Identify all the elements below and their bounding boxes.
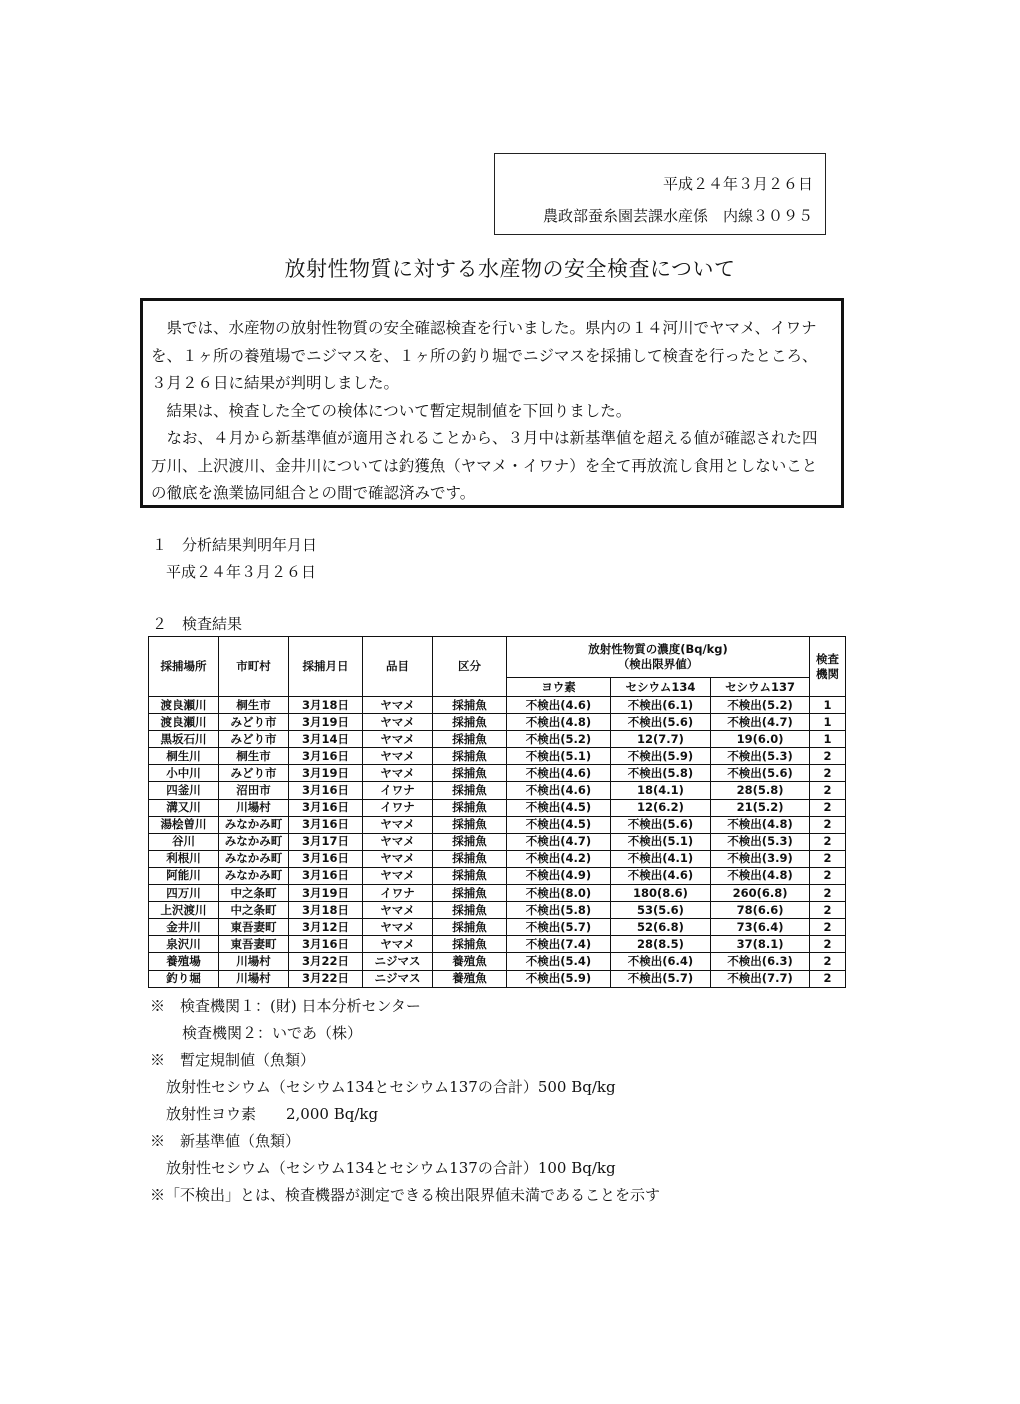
section1-heading: １ 分析結果判明年月日 <box>152 536 318 554</box>
table-row <box>149 799 846 816</box>
table-row <box>149 885 846 902</box>
cell-city: 東吾妻町 <box>219 936 289 953</box>
cell-item: ヤマメ <box>363 731 433 748</box>
cell-city: みどり市 <box>219 714 289 731</box>
cell-date: 3月12日 <box>289 919 363 936</box>
cell-agency: 2 <box>810 765 846 782</box>
cell-agency: 2 <box>810 936 846 953</box>
notice-paragraph-2: 結果は、検査した全ての検体について暫定規制値を下回りました。 <box>151 401 632 420</box>
cell-iodine: 不検出(5.2) <box>507 731 611 748</box>
cell-date: 3月22日 <box>289 970 363 987</box>
cell-item: イワナ <box>363 799 433 816</box>
cell-agency: 2 <box>810 850 846 867</box>
cell-item: ヤマメ <box>363 714 433 731</box>
cell-place: 黒坂石川 <box>149 731 219 748</box>
cell-item: ヤマメ <box>363 850 433 867</box>
header-cs134: セシウム134 <box>611 678 711 697</box>
cell-agency: 2 <box>810 833 846 850</box>
header-city: 市町村 <box>219 637 289 697</box>
header-item: 品目 <box>363 637 433 697</box>
header-concentration <box>507 637 810 678</box>
section2-heading: ２ 検査結果 <box>152 615 243 633</box>
cell-place: 四万川 <box>149 885 219 902</box>
cell-category: 採捕魚 <box>433 748 507 765</box>
cell-cs137: 21(5.2) <box>711 799 810 816</box>
note-agency-1: ※ 検査機関１：(財) 日本分析センター <box>150 997 421 1015</box>
table-row <box>149 919 846 936</box>
cell-cs134: 18(4.1) <box>611 782 711 799</box>
cell-date: 3月16日 <box>289 816 363 833</box>
cell-cs137: 不検出(5.3) <box>711 833 810 850</box>
notice-paragraph-1: 県では、水産物の放射性物質の安全確認検査を行いました。県内の１４河川でヤマメ、イワナを、１ヶ所の養殖場でニジマスを、１ヶ所の釣り堀でニジマスを採捕して検査を行ったところ、３月２６日に結果が判明しました。 <box>151 319 818 392</box>
header-concentration-line2: （検出限界値） <box>617 657 699 671</box>
cell-item: イワナ <box>363 885 433 902</box>
cell-date: 3月22日 <box>289 953 363 970</box>
cell-iodine: 不検出(4.6) <box>507 697 611 714</box>
cell-category: 採捕魚 <box>433 936 507 953</box>
cell-cs137: 不検出(7.7) <box>711 970 810 987</box>
cell-place: 上沢渡川 <box>149 902 219 919</box>
cell-cs137: 不検出(4.8) <box>711 816 810 833</box>
cell-item: ヤマメ <box>363 833 433 850</box>
cell-item: ヤマメ <box>363 697 433 714</box>
table-row <box>149 902 846 919</box>
cell-city: みなかみ町 <box>219 850 289 867</box>
cell-agency: 2 <box>810 867 846 884</box>
header-date: 採捕月日 <box>289 637 363 697</box>
table-row <box>149 765 846 782</box>
cell-item: ヤマメ <box>363 902 433 919</box>
cell-date: 3月19日 <box>289 765 363 782</box>
cell-cs137: 不検出(4.7) <box>711 714 810 731</box>
cell-cs134: 12(6.2) <box>611 799 711 816</box>
cell-item: ヤマメ <box>363 816 433 833</box>
cell-date: 3月16日 <box>289 782 363 799</box>
cell-city: 中之条町 <box>219 902 289 919</box>
header-place: 採捕場所 <box>149 637 219 697</box>
cell-cs137: 不検出(5.3) <box>711 748 810 765</box>
table-row <box>149 833 846 850</box>
table-row <box>149 714 846 731</box>
cell-date: 3月14日 <box>289 731 363 748</box>
cell-cs134: 52(6.8) <box>611 919 711 936</box>
cell-category: 採捕魚 <box>433 816 507 833</box>
cell-item: ヤマメ <box>363 748 433 765</box>
cell-iodine: 不検出(5.7) <box>507 919 611 936</box>
cell-iodine: 不検出(5.8) <box>507 902 611 919</box>
cell-city: 桐生市 <box>219 748 289 765</box>
cell-date: 3月17日 <box>289 833 363 850</box>
cell-item: ニジマス <box>363 970 433 987</box>
cell-iodine: 不検出(5.4) <box>507 953 611 970</box>
cell-iodine: 不検出(4.8) <box>507 714 611 731</box>
cell-cs137: 260(6.8) <box>711 885 810 902</box>
cell-cs137: 不検出(3.9) <box>711 850 810 867</box>
cell-iodine: 不検出(4.9) <box>507 867 611 884</box>
cell-category: 採捕魚 <box>433 782 507 799</box>
cell-cs134: 不検出(6.1) <box>611 697 711 714</box>
header-cs137: セシウム137 <box>711 678 810 697</box>
cell-agency: 1 <box>810 731 846 748</box>
table-row <box>149 936 846 953</box>
cell-city: 川場村 <box>219 953 289 970</box>
cell-cs134: 不検出(6.4) <box>611 953 711 970</box>
cell-place: 溝又川 <box>149 799 219 816</box>
cell-iodine: 不検出(4.6) <box>507 782 611 799</box>
note-provisional-iodine: 放射性ヨウ素 2,000 Bq/kg <box>166 1105 379 1123</box>
cell-city: みどり市 <box>219 731 289 748</box>
cell-cs134: 不検出(5.6) <box>611 816 711 833</box>
cell-date: 3月16日 <box>289 936 363 953</box>
header-date: 平成２４年３月２６日 <box>662 175 813 193</box>
cell-iodine: 不検出(5.1) <box>507 748 611 765</box>
cell-cs137: 73(6.4) <box>711 919 810 936</box>
cell-city: みなかみ町 <box>219 867 289 884</box>
table-row <box>149 867 846 884</box>
cell-cs137: 19(6.0) <box>711 731 810 748</box>
cell-category: 採捕魚 <box>433 799 507 816</box>
header-box <box>494 153 826 235</box>
cell-city: 桐生市 <box>219 697 289 714</box>
cell-date: 3月18日 <box>289 902 363 919</box>
cell-agency: 2 <box>810 919 846 936</box>
cell-iodine: 不検出(4.5) <box>507 816 611 833</box>
cell-place: 阿能川 <box>149 867 219 884</box>
cell-cs134: 不検出(5.9) <box>611 748 711 765</box>
cell-category: 養殖魚 <box>433 953 507 970</box>
header-dept: 農政部蚕糸園芸課水産係 内線３０９５ <box>542 207 813 225</box>
cell-cs137: 不検出(4.8) <box>711 867 810 884</box>
header-agency-line2: 機関 <box>816 666 840 681</box>
table-row <box>149 850 846 867</box>
cell-date: 3月18日 <box>289 697 363 714</box>
cell-city: 沼田市 <box>219 782 289 799</box>
cell-cs134: 53(5.6) <box>611 902 711 919</box>
cell-date: 3月19日 <box>289 714 363 731</box>
table-row <box>149 970 846 987</box>
cell-cs137: 不検出(6.3) <box>711 953 810 970</box>
cell-cs137: 37(8.1) <box>711 936 810 953</box>
cell-item: ヤマメ <box>363 919 433 936</box>
cell-cs134: 不検出(5.7) <box>611 970 711 987</box>
cell-place: 桐生川 <box>149 748 219 765</box>
cell-place: 渡良瀬川 <box>149 697 219 714</box>
cell-category: 採捕魚 <box>433 919 507 936</box>
cell-category: 採捕魚 <box>433 902 507 919</box>
cell-city: 東吾妻町 <box>219 919 289 936</box>
cell-category: 採捕魚 <box>433 714 507 731</box>
cell-category: 養殖魚 <box>433 970 507 987</box>
cell-category: 採捕魚 <box>433 885 507 902</box>
cell-agency: 1 <box>810 697 846 714</box>
cell-date: 3月16日 <box>289 799 363 816</box>
cell-date: 3月16日 <box>289 867 363 884</box>
table-row <box>149 816 846 833</box>
table-row <box>149 748 846 765</box>
cell-date: 3月19日 <box>289 885 363 902</box>
table-row <box>149 697 846 714</box>
cell-place: 谷川 <box>149 833 219 850</box>
cell-city: 川場村 <box>219 799 289 816</box>
cell-category: 採捕魚 <box>433 867 507 884</box>
note-provisional-heading: ※ 暫定規制値（魚類） <box>150 1051 316 1069</box>
cell-item: ヤマメ <box>363 867 433 884</box>
results-table-body <box>149 697 846 988</box>
table-row <box>149 731 846 748</box>
cell-agency: 2 <box>810 782 846 799</box>
cell-agency: 2 <box>810 953 846 970</box>
results-table <box>148 636 846 988</box>
cell-cs134: 不検出(5.8) <box>611 765 711 782</box>
cell-city: みなかみ町 <box>219 816 289 833</box>
cell-item: ニジマス <box>363 953 433 970</box>
cell-iodine: 不検出(8.0) <box>507 885 611 902</box>
notice-box <box>140 298 844 508</box>
cell-iodine: 不検出(5.9) <box>507 970 611 987</box>
note-agency-2: 検査機関２：いであ（株） <box>182 1024 363 1042</box>
cell-category: 採捕魚 <box>433 833 507 850</box>
cell-place: 釣り堀 <box>149 970 219 987</box>
note-not-detected: ※「不検出」とは、検査機器が測定できる検出限界値未満であることを示す <box>150 1186 661 1204</box>
cell-place: 利根川 <box>149 850 219 867</box>
cell-cs134: 180(8.6) <box>611 885 711 902</box>
cell-iodine: 不検出(7.4) <box>507 936 611 953</box>
note-new-standard-cesium: 放射性セシウム（セシウム134とセシウム137の合計）100 Bq/kg <box>166 1159 616 1177</box>
cell-cs134: 不検出(4.1) <box>611 850 711 867</box>
cell-iodine: 不検出(4.5) <box>507 799 611 816</box>
note-provisional-cesium: 放射性セシウム（セシウム134とセシウム137の合計）500 Bq/kg <box>166 1078 616 1096</box>
cell-agency: 2 <box>810 816 846 833</box>
cell-cs137: 不検出(5.2) <box>711 697 810 714</box>
header-concentration-line1: 放射性物質の濃度(Bq/kg) <box>588 642 728 656</box>
document-title: 放射性物質に対する水産物の安全検査について <box>284 257 736 281</box>
cell-cs137: 78(6.6) <box>711 902 810 919</box>
cell-agency: 2 <box>810 970 846 987</box>
note-new-standard-heading: ※ 新基準値（魚類） <box>150 1132 301 1150</box>
cell-place: 小中川 <box>149 765 219 782</box>
cell-city: 中之条町 <box>219 885 289 902</box>
cell-date: 3月16日 <box>289 850 363 867</box>
cell-iodine: 不検出(4.2) <box>507 850 611 867</box>
cell-place: 渡良瀬川 <box>149 714 219 731</box>
cell-cs137: 不検出(5.6) <box>711 765 810 782</box>
cell-item: ヤマメ <box>363 765 433 782</box>
cell-category: 採捕魚 <box>433 731 507 748</box>
table-row <box>149 953 846 970</box>
cell-iodine: 不検出(4.7) <box>507 833 611 850</box>
cell-date: 3月16日 <box>289 748 363 765</box>
cell-agency: 2 <box>810 885 846 902</box>
cell-category: 採捕魚 <box>433 765 507 782</box>
cell-city: みなかみ町 <box>219 833 289 850</box>
notice-paragraph-3: なお、４月から新基準値が適用されることから、３月中は新基準値を超える値が確認された四万川、上沢渡川、金井川については釣獲魚（ヤマメ・イワナ）を全て再放流し食用としないことの徹底を漁業協同組合との間で確認済みです。 <box>151 429 818 502</box>
cell-category: 採捕魚 <box>433 697 507 714</box>
cell-place: 四釜川 <box>149 782 219 799</box>
cell-cs134: 不検出(4.6) <box>611 867 711 884</box>
cell-cs137: 28(5.8) <box>711 782 810 799</box>
cell-cs134: 不検出(5.1) <box>611 833 711 850</box>
table-row <box>149 782 846 799</box>
cell-place: 養殖場 <box>149 953 219 970</box>
cell-item: ヤマメ <box>363 936 433 953</box>
cell-place: 湯桧曽川 <box>149 816 219 833</box>
header-iodine: ヨウ素 <box>507 678 611 697</box>
section1-value: 平成２４年３月２６日 <box>166 563 317 581</box>
cell-city: みどり市 <box>219 765 289 782</box>
cell-place: 泉沢川 <box>149 936 219 953</box>
cell-cs134: 28(8.5) <box>611 936 711 953</box>
cell-agency: 2 <box>810 902 846 919</box>
header-agency <box>810 637 846 697</box>
cell-cs134: 12(7.7) <box>611 731 711 748</box>
header-category: 区分 <box>433 637 507 697</box>
cell-city: 川場村 <box>219 970 289 987</box>
header-agency-line1: 検査 <box>816 651 840 666</box>
cell-item: イワナ <box>363 782 433 799</box>
cell-category: 採捕魚 <box>433 850 507 867</box>
cell-agency: 1 <box>810 714 846 731</box>
cell-agency: 2 <box>810 748 846 765</box>
cell-iodine: 不検出(4.6) <box>507 765 611 782</box>
cell-cs134: 不検出(5.6) <box>611 714 711 731</box>
cell-agency: 2 <box>810 799 846 816</box>
cell-place: 金井川 <box>149 919 219 936</box>
